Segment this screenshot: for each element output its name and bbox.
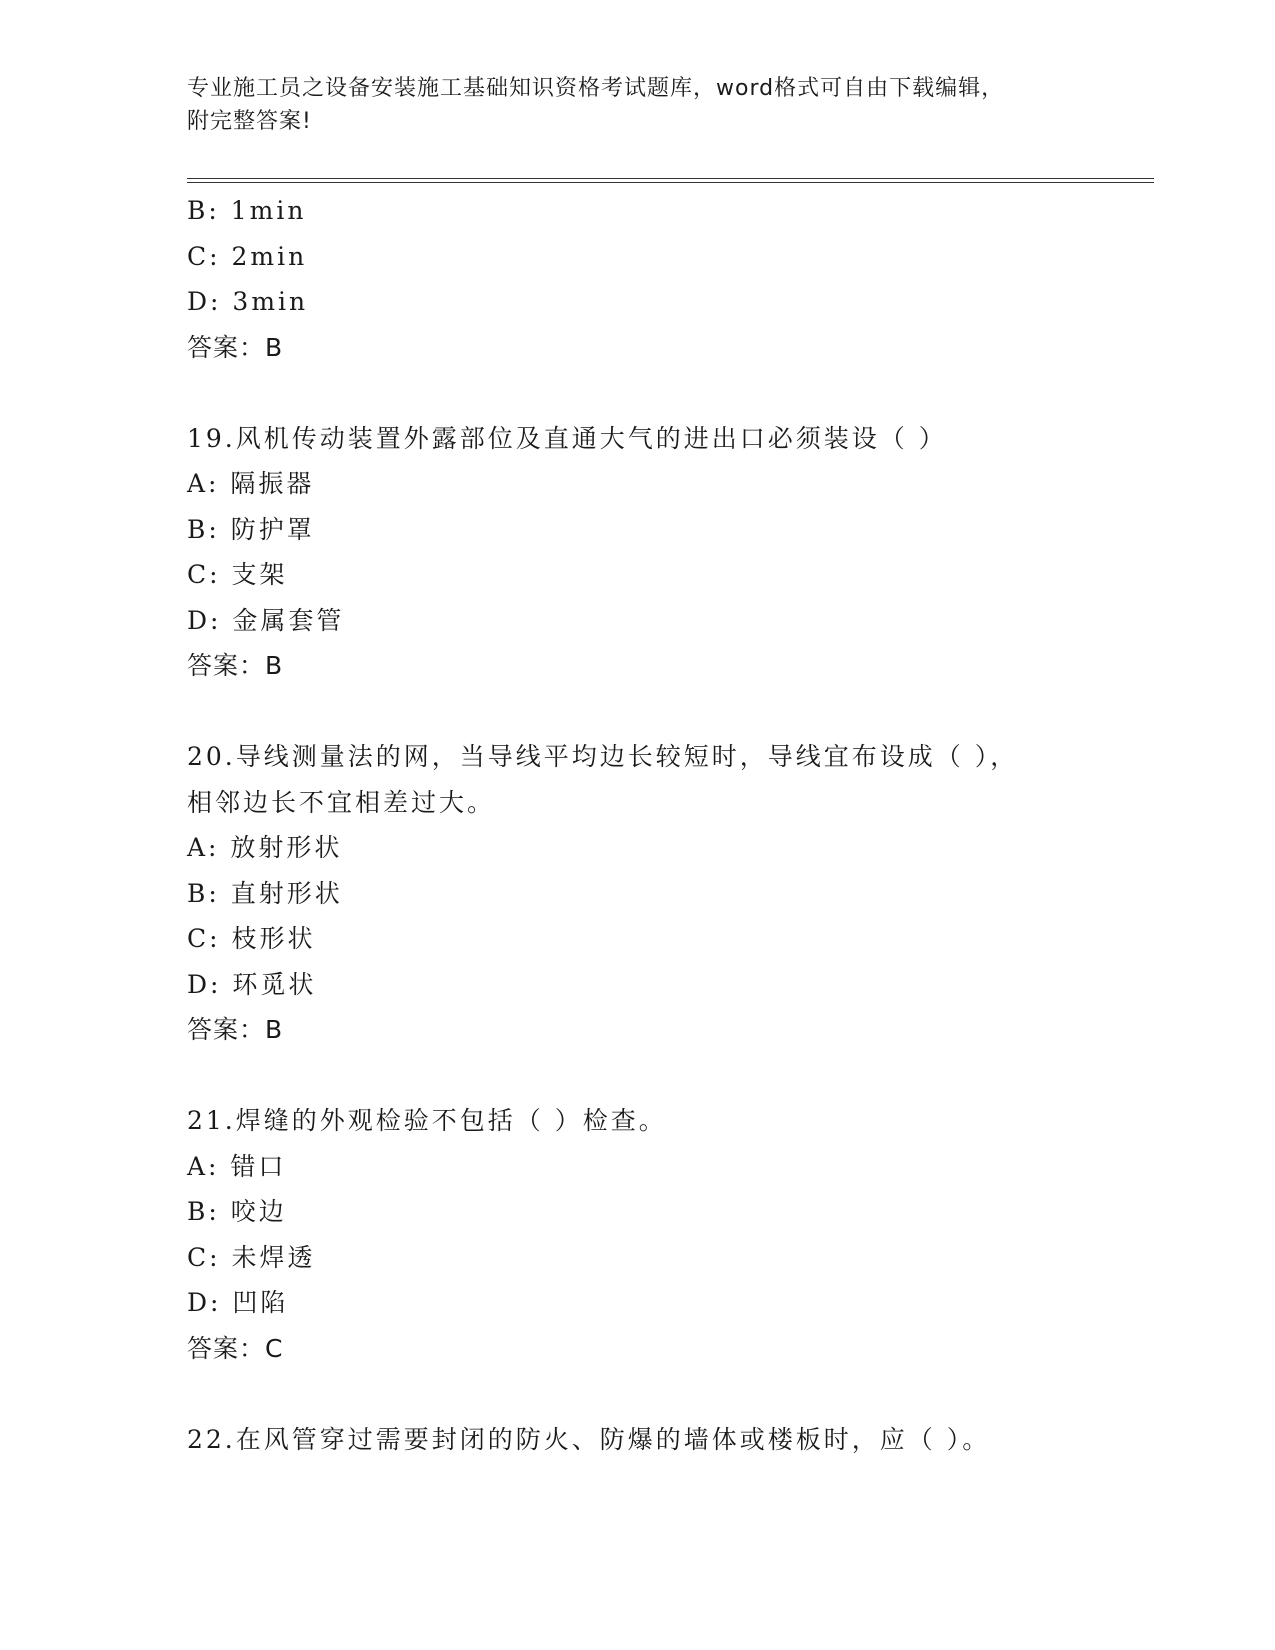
question-stem-line-1: 20.导线测量法的网，当导线平均边长较短时，导线宜布设成（ ）， — [187, 742, 1019, 771]
answer-line: 答案：C — [187, 1333, 284, 1363]
question-spacer — [187, 689, 1154, 735]
option-d: D: 环觅状 — [187, 969, 317, 999]
option-d: D: 金属套管 — [187, 605, 345, 635]
question-21 — [187, 1098, 1154, 1371]
question-stem: 21.焊缝的外观检验不包括（ ）检查。 — [187, 1106, 667, 1135]
option-c: C: 支架 — [187, 560, 288, 589]
question-spacer — [187, 1371, 1154, 1417]
option-d: D: 凹陷 — [187, 1288, 289, 1317]
option-c: C: 未焊透 — [187, 1242, 316, 1272]
question-stem-line-2: 相邻边长不宜相差过大。 — [187, 787, 496, 817]
header-divider-top — [187, 178, 1154, 179]
question-20 — [187, 734, 1154, 1053]
option-c: C: 枝形状 — [187, 924, 316, 953]
header-line-2: 附完整答案! — [187, 109, 312, 134]
option-b: B: 直射形状 — [187, 878, 343, 908]
header-line-1: 专业施工员之设备安装施工基础知识资格考试题库，word格式可自由下载编辑， — [187, 76, 1005, 101]
question-stem: 22.在风管穿过需要封闭的防火、防爆的墙体或楼板时，应（ ）。 — [187, 1424, 991, 1454]
document-header — [187, 72, 1067, 138]
option-b: B: 1min — [187, 196, 307, 225]
option-b: B: 咬边 — [187, 1197, 287, 1226]
question-19 — [187, 416, 1154, 689]
question-spacer — [187, 1053, 1154, 1099]
option-c: C: 2min — [187, 241, 308, 271]
document-body — [187, 188, 1154, 1462]
answer-line: 答案：B — [187, 332, 284, 362]
option-a: A: 隔振器 — [187, 469, 315, 498]
option-b: B: 防护罩 — [187, 514, 315, 544]
header-divider-bottom — [187, 182, 1154, 183]
question-18-fragment — [187, 188, 1154, 370]
answer-line: 答案：B — [187, 1015, 284, 1044]
question-stem: 19.风机传动装置外露部位及直通大气的进出口必须装设（ ） — [187, 423, 947, 453]
question-22 — [187, 1417, 1154, 1463]
answer-line: 答案：B — [187, 651, 284, 680]
option-a: A: 错口 — [187, 1151, 287, 1181]
option-a: A: 放射形状 — [187, 833, 343, 862]
option-d: D: 3min — [187, 287, 309, 316]
question-spacer — [187, 370, 1154, 416]
